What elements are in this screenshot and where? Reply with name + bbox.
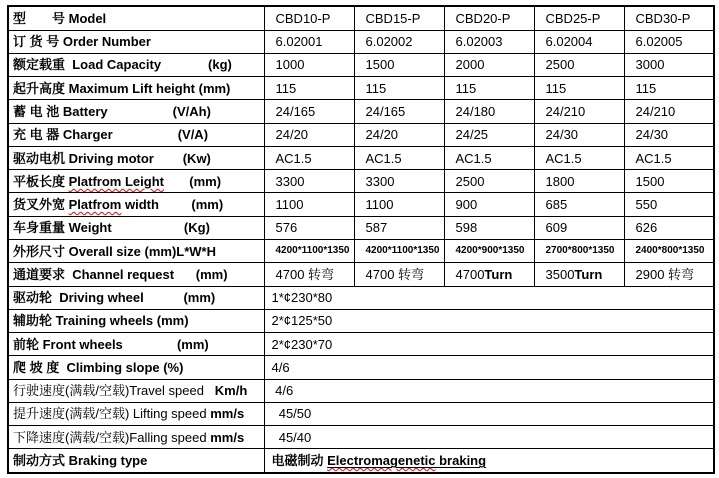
table-row-training-wheels [8,309,714,332]
table-row-climbing-slope [8,356,714,379]
value-overall-size-col1 [264,239,354,262]
text-segment: 订 货 号 Order Number [13,34,151,50]
value-overall-size-col3 [444,239,534,262]
table-row-platform-length [8,170,714,193]
text-segment: Km/h [214,383,248,399]
value-lift-height-col4 [534,77,624,100]
text-segment: 24/30 [635,127,669,143]
value-platform-length-col5 [624,170,714,193]
value-braking-type [264,449,714,473]
text-segment: 4200*1100*1350 [365,245,440,257]
text-segment: 2000 [455,57,485,73]
row-label-front-wheels [8,333,264,356]
value-driving-wheel [264,286,714,309]
value-charger-col3 [444,123,534,146]
text-segment: 行驶速度(满载/空载)Travel speed [13,383,215,399]
text-segment: 550 [635,197,658,213]
row-label-battery [8,100,264,123]
text-segment: 通道要求 Channel request (mm) [13,266,228,282]
value-weight-col2 [354,216,444,239]
text-segment: 蓄 电 池 Battery (V/Ah) [13,104,211,120]
text-segment: 24/20 [365,127,399,143]
value-weight-col4 [534,216,624,239]
text-segment: 24/165 [275,104,316,120]
value-overall-size-col2 [354,239,444,262]
row-label-training-wheels [8,309,264,332]
table-row-order-number [8,30,714,53]
misspelled-text: Platfrom Leight [68,173,164,189]
text-segment: 起升高度 Maximum Lift height (mm) [13,80,231,96]
text-segment: 1*¢230*80 [271,290,333,306]
value-platform-width-col5 [624,193,714,216]
text-segment: 2500 [455,173,485,189]
text-segment: 辅助轮 Training wheels (mm) [13,313,189,329]
table-row-weight [8,216,714,239]
misspelled-text: Platfrom [68,197,122,213]
text-segment: 598 [455,220,478,236]
text-segment: 587 [365,220,388,236]
value-load-capacity-col4 [534,53,624,76]
text-segment: 3300 [275,173,305,189]
value-order-number-col5 [624,30,714,53]
table-row-lifting-speed [8,402,714,425]
text-segment: 充 电 器 Charger (V/A) [13,127,209,143]
table-row-braking-type [8,449,714,473]
text-segment: 626 [635,220,658,236]
value-weight-col1 [264,216,354,239]
row-label-driving-wheel [8,286,264,309]
text-segment: 115 [635,80,657,96]
text-segment: 115 [365,80,387,96]
value-charger-col4 [534,123,624,146]
text-segment: 2400*800*1350 [635,245,705,257]
text-segment: 115 [275,80,297,96]
value-channel-request-col3 [444,263,534,286]
text-segment: width (mm) [121,197,224,213]
text-segment: 4700 [455,266,485,282]
value-platform-width-col3 [444,193,534,216]
value-battery-col2 [354,100,444,123]
value-platform-width-col4 [534,193,624,216]
value-platform-length-col1 [264,170,354,193]
text-segment: mm/s [210,406,245,422]
text-segment: AC1.5 [545,150,582,166]
text-segment: 爬 坡 度 Climbing slope (%) [13,359,184,375]
text-segment: AC1.5 [455,150,492,166]
text-segment: 115 [455,80,477,96]
text-segment: 24/25 [455,127,489,143]
value-overall-size-col4 [534,239,624,262]
text-segment: 2*¢125*50 [271,313,333,329]
row-label-platform-width [8,193,264,216]
text-segment: 609 [545,220,568,236]
text-segment: 4200*900*1350 [455,245,525,257]
text-segment: 2900 转弯 [635,266,695,282]
text-segment: 45/50 [271,406,312,422]
text-segment: (mm) [163,173,222,189]
text-segment: CBD10-P [275,10,331,26]
text-segment: 2700*800*1350 [545,245,615,257]
text-segment: CBD30-P [635,10,691,26]
value-platform-width-col1 [264,193,354,216]
value-platform-length-col3 [444,170,534,193]
table-row-load-capacity [8,53,714,76]
row-label-lifting-speed [8,402,264,425]
value-lift-height-col5 [624,77,714,100]
value-load-capacity-col2 [354,53,444,76]
value-lift-height-col2 [354,77,444,100]
row-label-order-number [8,30,264,53]
text-segment: Turn [484,266,513,282]
text-segment: 驱动轮 Driving wheel (mm) [13,290,216,306]
row-label-weight [8,216,264,239]
text-segment: 4700 转弯 [275,266,335,282]
row-label-braking-type [8,449,264,473]
text-segment: 4700 转弯 [365,266,425,282]
row-label-platform-length [8,170,264,193]
value-lifting-speed [264,402,714,425]
table-row-charger [8,123,714,146]
text-segment: 24/210 [545,104,586,120]
table-row-battery [8,100,714,123]
text-segment: 货叉外宽 [13,197,69,213]
value-training-wheels [264,309,714,332]
text-segment: 24/165 [365,104,406,120]
value-model-col5 [624,6,714,30]
value-front-wheels [264,333,714,356]
text-segment: 额定载重 Load Capacity (kg) [13,57,232,73]
text-segment: 24/30 [545,127,579,143]
text-segment: 车身重量 Weight (Kg) [13,220,210,236]
text-segment: 3000 [635,57,665,73]
value-battery-col1 [264,100,354,123]
text-segment: 6.02005 [635,34,683,50]
value-channel-request-col4 [534,263,624,286]
value-driving-motor-col5 [624,146,714,169]
value-model-col1 [264,6,354,30]
value-channel-request-col1 [264,263,354,286]
value-model-col4 [534,6,624,30]
value-load-capacity-col5 [624,53,714,76]
value-charger-col5 [624,123,714,146]
row-label-load-capacity [8,53,264,76]
value-driving-motor-col1 [264,146,354,169]
value-load-capacity-col3 [444,53,534,76]
text-segment: 下降速度(满载/空载)Falling speed [13,429,211,445]
text-segment: 45/40 [271,429,312,445]
row-label-travel-speed [8,379,264,402]
value-lift-height-col1 [264,77,354,100]
text-segment: AC1.5 [275,150,312,166]
text-segment: 6.02003 [455,34,503,50]
value-channel-request-col5 [624,263,714,286]
spec-table [7,5,715,474]
text-segment: 制动方式 Braking type [13,453,148,469]
value-charger-col1 [264,123,354,146]
text-segment: CBD25-P [545,10,601,26]
text-segment: 提升速度(满载/空载) Lifting speed [13,406,211,422]
text-segment: AC1.5 [635,150,672,166]
row-label-driving-motor [8,146,264,169]
value-driving-motor-col2 [354,146,444,169]
text-segment: 电磁制动 [271,453,328,469]
row-label-lift-height [8,77,264,100]
text-segment: 6.02004 [545,34,593,50]
text-segment: 2*¢230*70 [271,336,333,352]
spec-table-body [8,6,714,473]
text-segment: 3500 [545,266,575,282]
text-segment: 6.02001 [275,34,323,50]
text-segment: 24/20 [275,127,309,143]
text-segment: 115 [545,80,567,96]
text-segment: 1100 [275,197,304,213]
table-row-overall-size [8,239,714,262]
value-falling-speed [264,426,714,449]
row-label-charger [8,123,264,146]
value-lift-height-col3 [444,77,534,100]
value-battery-col4 [534,100,624,123]
text-segment: 驱动电机 Driving motor (Kw) [13,150,211,166]
text-segment: 前轮 Front wheels (mm) [13,336,209,352]
text-segment: braking [435,453,487,469]
text-segment: 外形尺寸 Overall size (mm)L*W*H [13,243,216,259]
table-row-front-wheels [8,333,714,356]
text-segment: 4/6 [271,359,290,375]
value-order-number-col3 [444,30,534,53]
text-segment: 1100 [365,197,394,213]
misspelled-text [327,453,435,468]
row-label-falling-speed [8,426,264,449]
value-platform-length-col2 [354,170,444,193]
table-row-travel-speed [8,379,714,402]
row-label-model [8,6,264,30]
value-weight-col3 [444,216,534,239]
value-overall-size-col5 [624,239,714,262]
value-battery-col5 [624,100,714,123]
text-segment: 4/6 [271,383,294,399]
value-weight-col5 [624,216,714,239]
text-segment: 2500 [545,57,575,73]
text-segment: 1500 [365,57,395,73]
text-segment: 576 [275,220,298,236]
text-segment: Turn [574,266,603,282]
table-row-driving-wheel [8,286,714,309]
text-segment: 24/210 [635,104,676,120]
value-charger-col2 [354,123,444,146]
value-order-number-col4 [534,30,624,53]
text-segment: 1800 [545,173,575,189]
text-segment: 900 [455,197,478,213]
value-order-number-col1 [264,30,354,53]
value-driving-motor-col4 [534,146,624,169]
row-label-overall-size [8,239,264,262]
value-platform-length-col4 [534,170,624,193]
text-segment: 6.02002 [365,34,413,50]
text-segment: 平板长度 [13,173,69,189]
text-segment: 1000 [275,57,305,73]
text-segment: AC1.5 [365,150,402,166]
text-segment: CBD15-P [365,10,421,26]
value-travel-speed [264,379,714,402]
misspelled-text: Electromagenetic [327,453,436,469]
value-order-number-col2 [354,30,444,53]
row-label-climbing-slope [8,356,264,379]
text-segment: 型 号 Model [13,10,107,26]
value-climbing-slope [264,356,714,379]
value-model-col3 [444,6,534,30]
value-model-col2 [354,6,444,30]
table-row-driving-motor [8,146,714,169]
table-row-model [8,6,714,30]
text-segment: CBD20-P [455,10,511,26]
table-row-lift-height [8,77,714,100]
table-row-falling-speed [8,426,714,449]
value-load-capacity-col1 [264,53,354,76]
value-platform-width-col2 [354,193,444,216]
table-row-platform-width [8,193,714,216]
text-segment: 4200*1100*1350 [275,245,350,257]
text-segment: 24/180 [455,104,496,120]
text-segment: 1500 [635,173,665,189]
value-battery-col3 [444,100,534,123]
text-segment: 685 [545,197,568,213]
table-row-channel-request [8,263,714,286]
text-segment: mm/s [210,429,245,445]
text-segment: 3300 [365,173,395,189]
value-driving-motor-col3 [444,146,534,169]
value-channel-request-col2 [354,263,444,286]
row-label-channel-request [8,263,264,286]
